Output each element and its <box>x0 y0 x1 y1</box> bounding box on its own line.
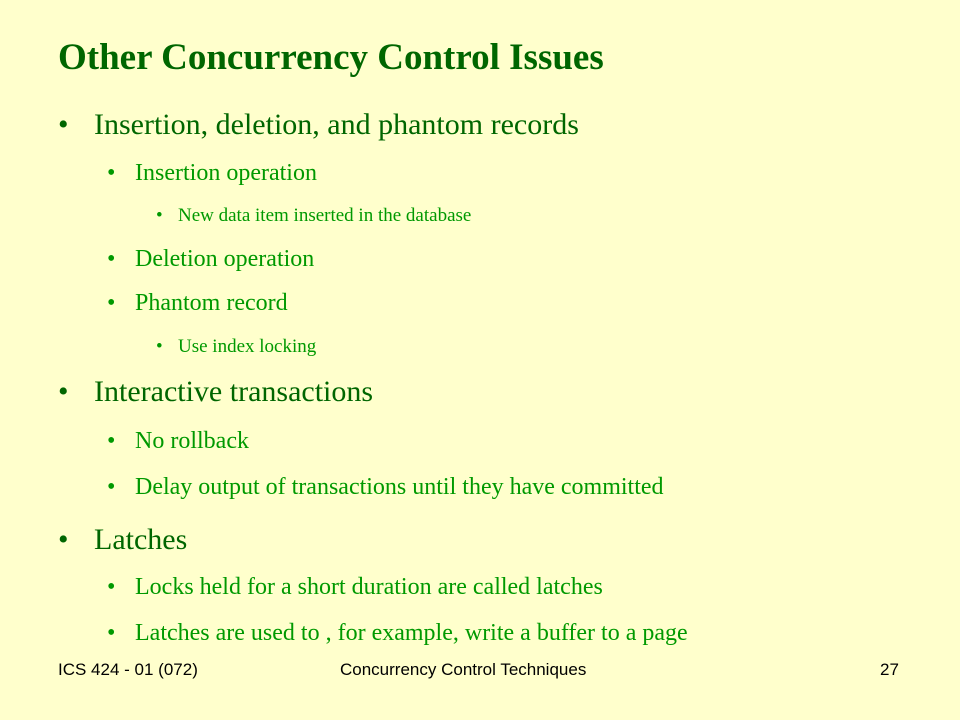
bullet-text: Latches <box>94 523 188 556</box>
bullet-text: Deletion operation <box>135 246 315 272</box>
bullet-glyph: • <box>156 205 163 226</box>
bullet-glyph: • <box>58 375 69 408</box>
bullet-text: Insertion operation <box>135 160 317 186</box>
bullet-text: Interactive transactions <box>94 375 374 408</box>
bullet-text: No rollback <box>135 428 249 454</box>
bullet-item <box>107 290 288 317</box>
bullet-item <box>156 205 471 227</box>
bullet-glyph: • <box>58 523 69 556</box>
bullet-item <box>156 336 316 358</box>
bullet-glyph: • <box>107 574 116 600</box>
footer-page-number: 27 <box>880 660 899 679</box>
bullet-item <box>58 523 187 557</box>
bullet-item <box>107 160 317 187</box>
bullet-item <box>58 108 579 142</box>
bullet-text: Latches are used to , for example, write a buffer to a page <box>135 620 688 646</box>
bullet-glyph: • <box>107 290 116 316</box>
bullet-glyph: • <box>107 160 116 186</box>
bullet-item <box>107 428 249 455</box>
bullet-text: Use index locking <box>178 336 317 357</box>
footer-topic: Concurrency Control Techniques <box>340 660 587 679</box>
bullet-glyph: • <box>58 108 69 141</box>
bullet-item <box>107 246 314 273</box>
bullet-item <box>107 474 664 501</box>
bullet-glyph: • <box>156 336 163 357</box>
bullet-text: New data item inserted in the database <box>178 205 472 226</box>
bullet-text: Phantom record <box>135 290 288 316</box>
bullet-text: Locks held for a short duration are called latches <box>135 574 603 600</box>
bullet-item <box>107 574 603 601</box>
bullet-glyph: • <box>107 620 116 646</box>
bullet-item <box>58 375 373 409</box>
bullet-glyph: • <box>107 246 116 272</box>
bullet-item <box>107 620 688 647</box>
bullet-glyph: • <box>107 474 116 500</box>
bullet-glyph: • <box>107 428 116 454</box>
footer-course-code: ICS 424 - 01 (072) <box>58 660 198 679</box>
slide-title: Other Concurrency Control Issues <box>58 37 604 78</box>
bullet-text: Delay output of transactions until they have committed <box>135 474 664 500</box>
bullet-text: Insertion, deletion, and phantom records <box>94 108 579 141</box>
